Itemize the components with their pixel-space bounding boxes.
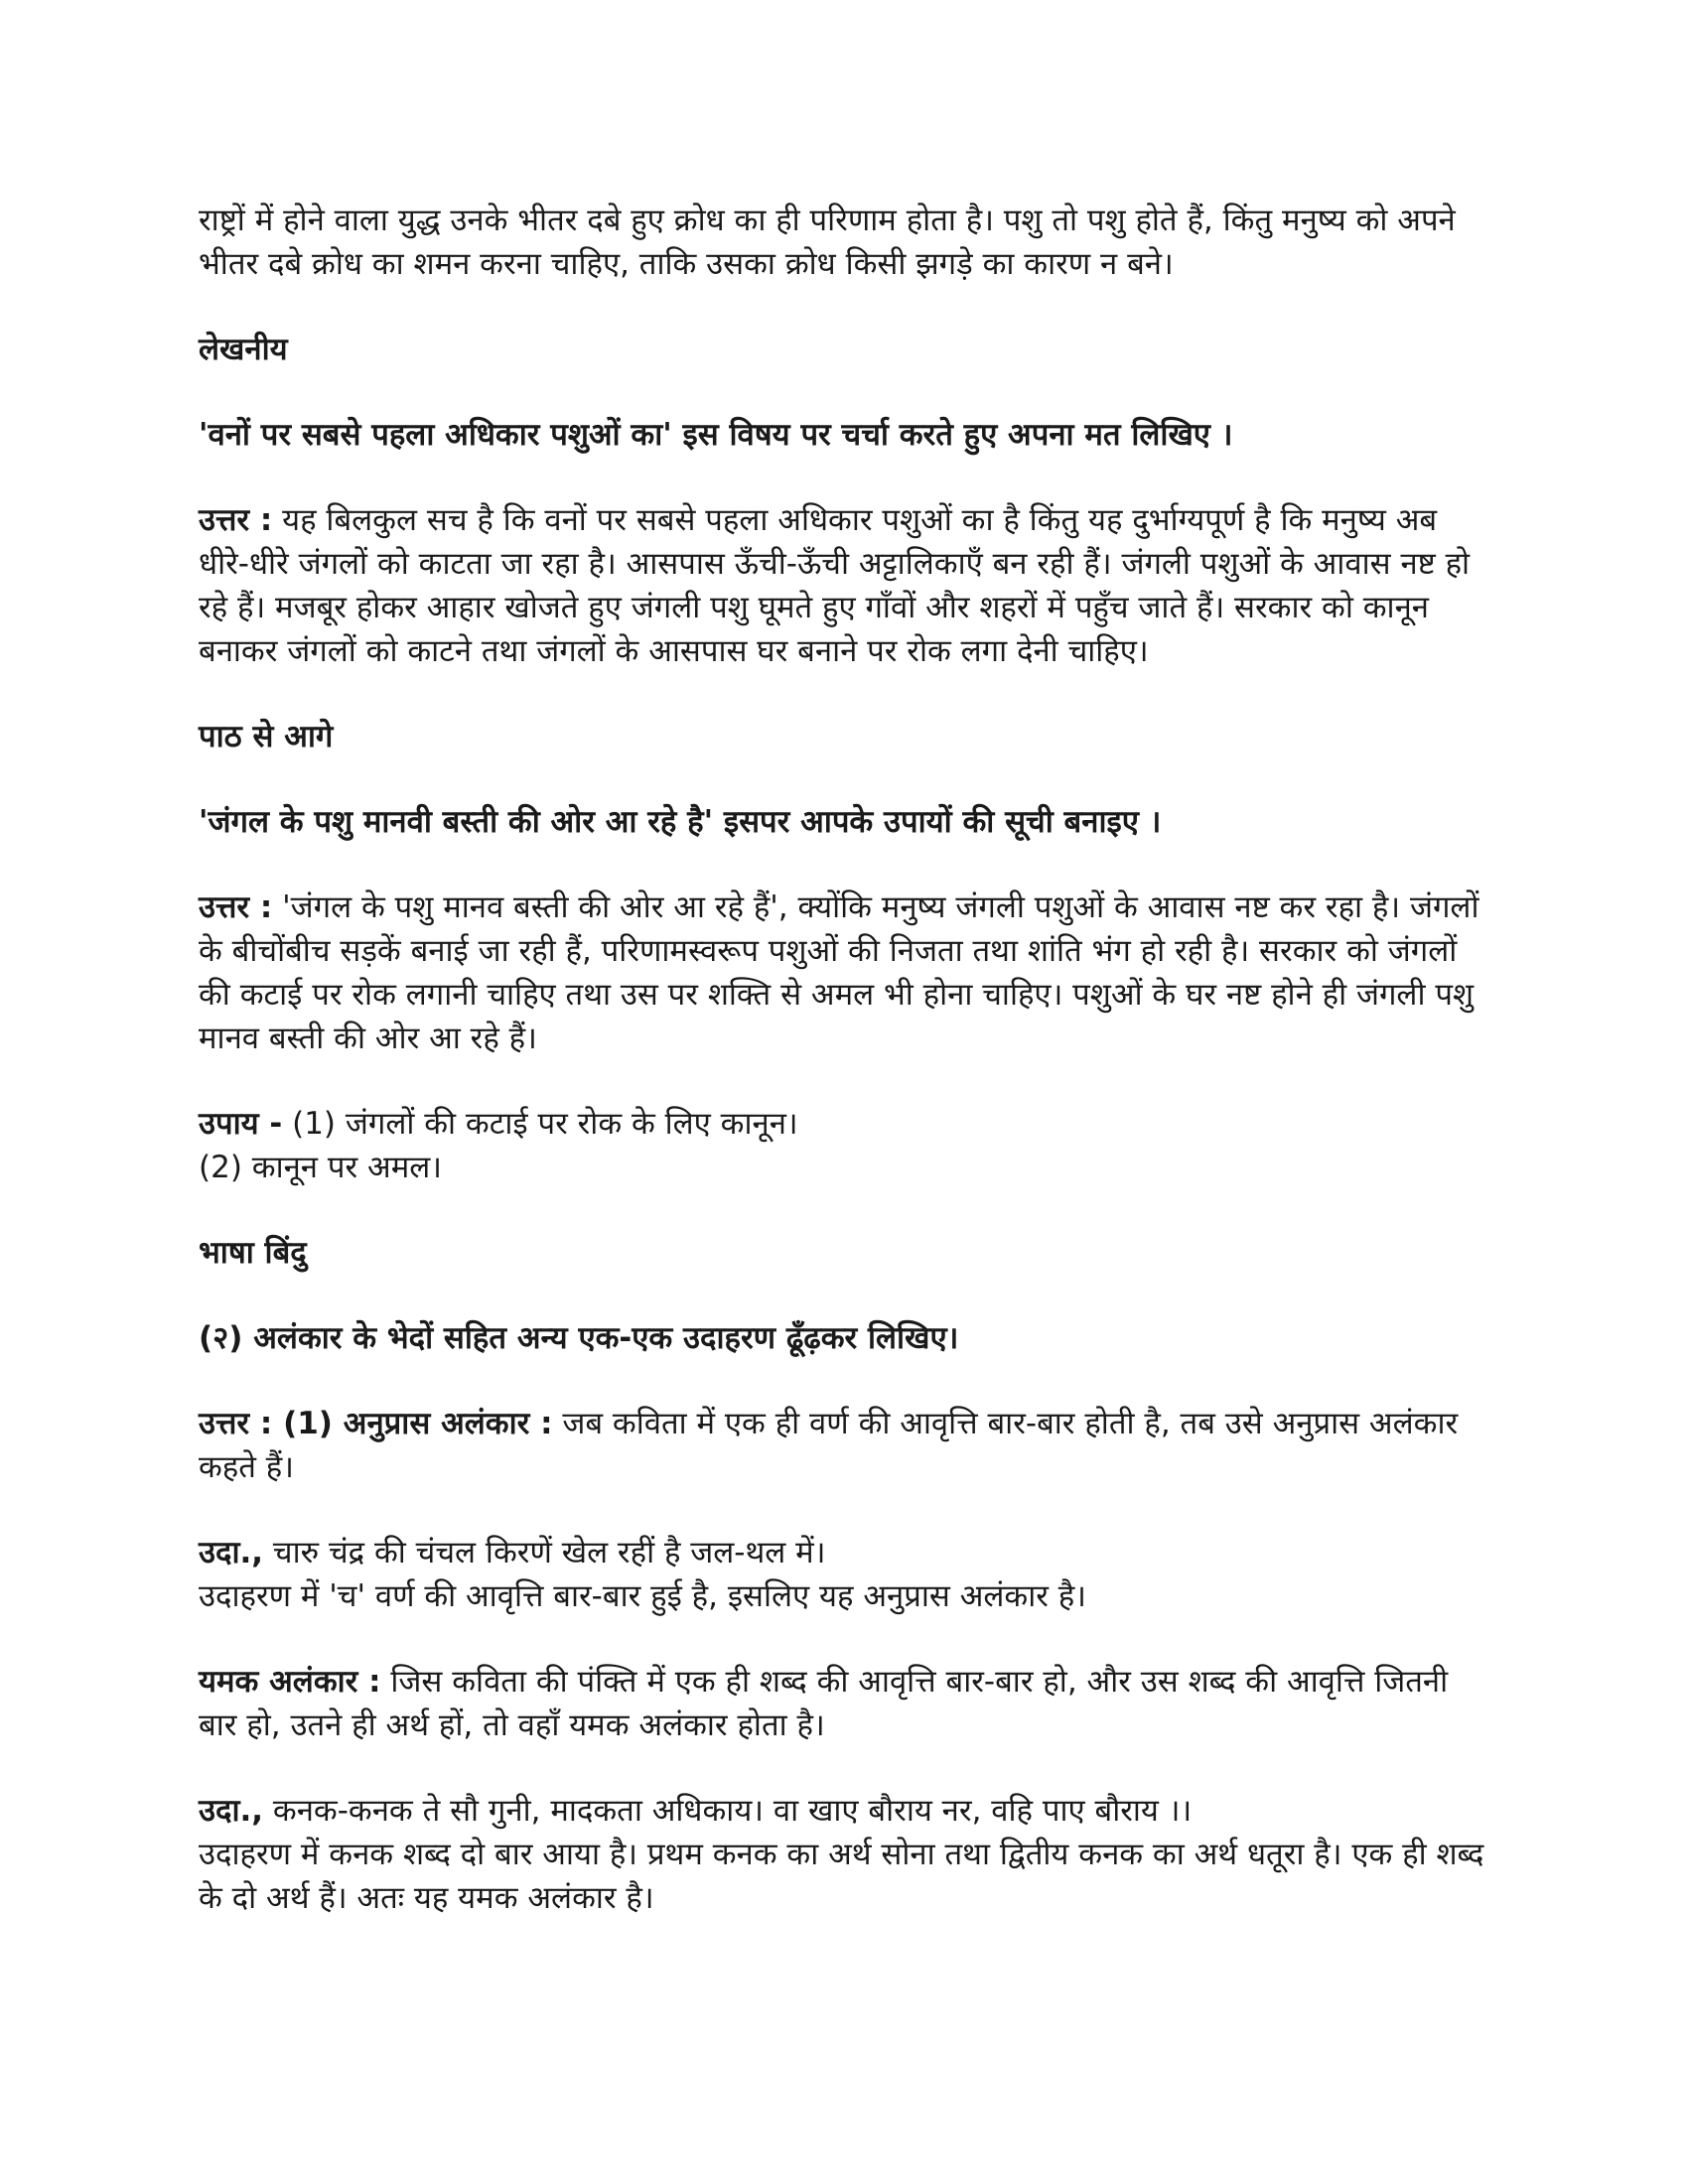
yamak-definition xyxy=(199,1660,1489,1747)
section-heading-bhasha-bindu: भाषा बिंदु xyxy=(199,1235,307,1271)
answer-1 xyxy=(199,498,1489,673)
yamak-label: यमक अलंकार : xyxy=(199,1664,381,1700)
example-anupras xyxy=(199,1531,1489,1618)
measure-text: (1) जंगलों की कटाई पर रोक के लिए कानून। xyxy=(282,1106,798,1142)
example-label: उदा., xyxy=(199,1535,264,1570)
question-2: 'जंगल के पशु मानवी बस्ती की ओर आ रहे है' इसपर आपके उपायों की सूची बनाइए । xyxy=(199,804,1162,840)
question-3: (२) अलंकार के भेदों सहित अन्य एक-एक उदाहरण ढूँढ़कर लिखिए। xyxy=(199,1320,959,1356)
answer-3-anupras xyxy=(199,1402,1489,1489)
example-label: उदा., xyxy=(199,1793,264,1829)
intro-paragraph: राष्ट्रों में होने वाला युद्ध उनके भीतर दबे हुए क्रोध का ही परिणाम होता है। पशु तो पशु होते हैं, किंतु मनुष्य को अपने भीतर दबे क्रोध का शमन करना चाहिए, ताकि उसका क्रोध किसी झगड़े का कारण न बने। xyxy=(199,203,1456,282)
example-text: कनक-कनक ते सौ गुनी, मादकता अधिकाय। वा खाए बौराय नर, वहि पाए बौराय ।। xyxy=(263,1793,1193,1829)
section-heading-lekhniya: लेखनीय xyxy=(199,332,288,367)
yamak-text: जिस कविता की पंक्ति में एक ही शब्द की आवृत्ति बार-बार हो, और उस शब्द की आवृत्ति जितनी बार हो, उतने ही अर्थ हों, तो वहाँ यमक अलंकार होता है। xyxy=(199,1664,1449,1743)
example-yamak xyxy=(199,1789,1489,1920)
answer-label: उत्तर : xyxy=(199,502,273,538)
answer-label: उत्तर : (1) अनुप्रास अलंकार : xyxy=(199,1406,553,1441)
example-note: उदाहरण में कनक शब्द दो बार आया है। प्रथम कनक का अर्थ सोना तथा द्वितीय कनक का अर्थ धतूरा है। एक ही शब्द के दो अर्थ हैं। अतः यह यमक अलंकार है। xyxy=(199,1837,1484,1916)
example-line xyxy=(199,1531,1489,1574)
measures-list xyxy=(199,1102,1489,1189)
measures-label: उपाय - xyxy=(199,1106,283,1142)
example-text: चारु चंद्र की चंचल किरणें खेल रहीं है जल-थल में। xyxy=(263,1535,826,1570)
answer-text: जब कविता में एक ही वर्ण की आवृत्ति बार-बार होती है, तब उसे अनुप्रास अलंकार कहते हैं। xyxy=(199,1406,1459,1485)
answer-label: उत्तर : xyxy=(199,889,273,925)
example-note: उदाहरण में 'च' वर्ण की आवृत्ति बार-बार हुई है, इसलिए यह अनुप्रास अलंकार है। xyxy=(199,1578,1087,1614)
measure-item-2: (2) कानून पर अमल। xyxy=(199,1150,442,1185)
document-page xyxy=(199,199,1489,1920)
section-heading-path-se-aage: पाठ से आगे xyxy=(199,719,334,754)
example-line xyxy=(199,1789,1489,1833)
answer-text: 'जंगल के पशु मानव बस्ती की ओर आ रहे हैं', क्योंकि मनुष्य जंगली पशुओं के आवास नष्ट कर रहा है। जंगलों के बीचोंबीच सड़कें बनाई जा रही हैं, परिणामस्वरूप पशुओं की निजता तथा शांति भंग हो रही है। सरकार को जंगलों की कटाई पर रोक लगानी चाहिए तथा उस पर शक्ति से अमल भी होना चाहिए। पशुओं के घर नष्ट होने ही जंगली पशु मानव बस्ती की ओर आ रहे हैं। xyxy=(199,889,1479,1056)
measure-item-1 xyxy=(199,1102,1489,1146)
answer-2 xyxy=(199,886,1489,1060)
answer-text: यह बिलकुल सच है कि वनों पर सबसे पहला अधिकार पशुओं का है किंतु यह दुर्भाग्यपूर्ण है कि मनुष्य अब धीरे-धीरे जंगलों को काटता जा रहा है। आसपास ऊँची-ऊँची अट्टालिकाएँ बन रही हैं। जंगली पशुओं के आवास नष्ट हो रहे हैं। मजबूर होकर आहार खोजते हुए जंगली पशु घूमते हुए गाँवों और शहरों में पहुँच जाते हैं। सरकार को कानून बनाकर जंगलों को काटने तथा जंगलों के आसपास घर बनाने पर रोक लगा देनी चाहिए। xyxy=(199,502,1471,669)
question-1: 'वनों पर सबसे पहला अधिकार पशुओं का' इस विषय पर चर्चा करते हुए अपना मत लिखिए । xyxy=(199,417,1233,453)
